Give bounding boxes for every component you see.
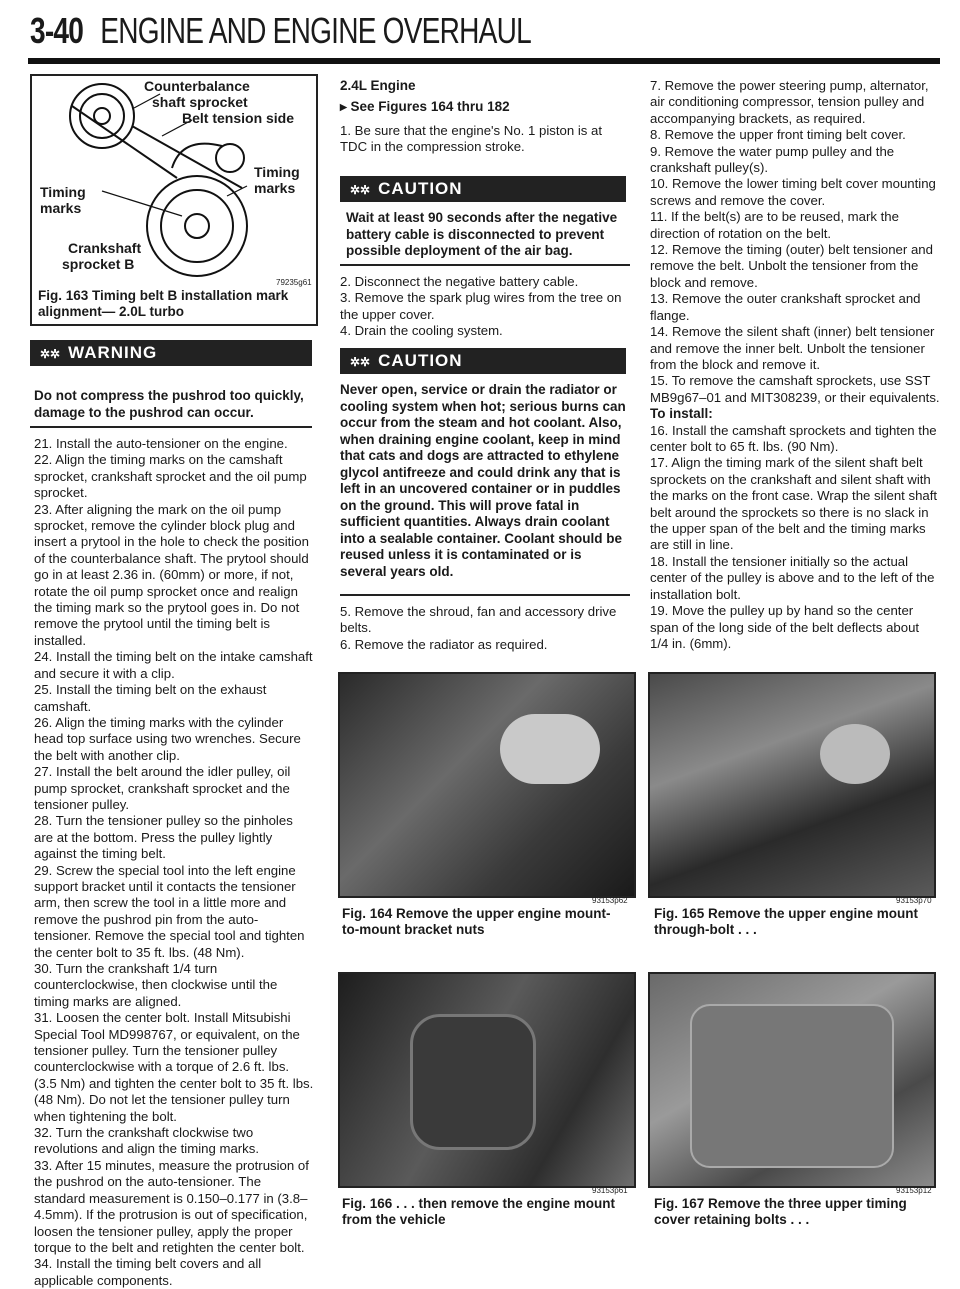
warning-text-line1: Do not compress the pushrod too quickly, <box>34 388 304 403</box>
caution-banner-1 <box>340 176 626 202</box>
chapter-title: ENGINE AND ENGINE OVERHAUL <box>100 10 531 51</box>
warning-banner <box>30 340 312 366</box>
step-2: 2. Disconnect the negative battery cable. <box>340 274 579 289</box>
warning-label: WARNING <box>68 343 158 362</box>
fig166-caption <box>342 1196 632 1228</box>
fig164-caption-line2: to-mount bracket nuts <box>342 922 485 937</box>
label-belt-tension-side: Belt tension side <box>182 110 295 126</box>
caution-rule-1 <box>340 264 630 266</box>
fig164-code: 93153p62 <box>592 896 628 905</box>
step-8: 8. Remove the upper front timing belt cover. <box>650 127 906 143</box>
warning-rule <box>30 426 312 428</box>
step-4: 4. Drain the cooling system. <box>340 323 503 339</box>
step-14: 14. Remove the silent shaft (inner) belt tensioner and remove the inner belt. Unbolt the tensioner from the block and remove it. <box>650 324 935 372</box>
page-number: 3-40 <box>30 10 84 51</box>
label-timing-right: Timing <box>254 164 300 180</box>
label-shaft-sprocket: shaft sprocket <box>152 94 248 110</box>
caution-text-2: Never open, service or drain the radiator or cooling system when hot; serious burns can occur from the steam and hot coolant. Also, when draining engine coolant, keep in mind that cats and dogs are attracted to ethylene glycol antifreeze and could drink any that is left in an uncovered container or in puddles on the ground. This will prove fatal in sufficient quantities. Always drain coolant into a sealable container. Coolant should be reused unless it is contaminated or is several years old. <box>340 382 626 579</box>
fig163-caption-line2: alignment— 2.0L turbo <box>38 304 185 319</box>
step-16: 16. Install the camshaft sprockets and tighten the center bolt to 65 ft. lbs. (90 Nm). <box>650 422 937 455</box>
step-1: 1. Be sure that the engine's No. 1 piston is at TDC in the compression stroke. <box>340 123 603 155</box>
step-3: 3. Remove the spark plug wires from the tree on the upper cover. <box>340 290 622 322</box>
warning-text-line2: damage to the pushrod can occur. <box>34 404 254 420</box>
caution-banner-2 <box>340 348 626 374</box>
step-33: 33. After 15 minutes, measure the protrusion of the pushrod on the auto-tensioner. The standard measurement is 0.150–0.177 in (3.8–4.5mm). If the protrusion is out of specification, loosen the tensioner pulley, apply the proper torque to the belt and retighten the center bolt. <box>34 1157 309 1255</box>
step-11: 11. If the belt(s) are to be reused, mark the direction of rotation on the belt. <box>650 209 899 241</box>
caution-text-1: Wait at least 90 seconds after the negative battery cable is disconnected to prevent possible deployment of the air bag. <box>346 210 618 258</box>
fig163-caption <box>38 288 314 320</box>
timing-cover-image <box>690 1004 894 1168</box>
fig164-caption <box>342 906 632 938</box>
fig167-code: 93153p12 <box>896 1186 932 1195</box>
engine-mount-image <box>410 1014 536 1150</box>
fig166-photo <box>338 972 636 1188</box>
column-2 <box>340 78 630 156</box>
fig165-photo <box>648 672 936 898</box>
fig165-caption-line1: Fig. 165 Remove the upper engine mount <box>654 906 919 921</box>
caution-rule-2 <box>340 594 630 596</box>
see-figures-text: See Figures 164 thru 182 <box>350 98 510 114</box>
label-sprocket-b: sprocket B <box>62 256 135 272</box>
label-crankshaft: Crankshaft <box>68 240 142 256</box>
column-3 <box>650 78 940 652</box>
column-1-steps <box>34 436 314 1289</box>
step-25: 25. Install the timing belt on the exhaust camshaft. <box>34 682 267 714</box>
caution-stars-icon: ✲✲ <box>350 183 371 197</box>
fig167-caption-line2: cover retaining bolts . . . <box>654 1212 810 1227</box>
step-26: 26. Align the timing marks with the cylinder head top surface using two wrenches. Secure the belt with another clip. <box>34 714 301 763</box>
fig167-caption-line1: Fig. 167 Remove the three upper timing <box>654 1196 907 1211</box>
warning-text <box>34 388 314 421</box>
fig165-code: 93153p70 <box>896 896 932 905</box>
fig164-photo <box>338 672 636 898</box>
fig167-caption <box>654 1196 934 1228</box>
step-7: 7. Remove the power steering pump, alternator, air conditioning compressor, tension pulley and accompanying brackets, as required. <box>650 78 929 126</box>
label-marks-right: marks <box>254 180 296 196</box>
fig164-caption-line1: Fig. 164 Remove the upper engine mount- <box>342 906 611 921</box>
section-heading: 2.4L Engine <box>340 78 416 93</box>
fig163-code: 79235g61 <box>276 278 312 287</box>
step-13: 13. Remove the outer crankshaft sprocket and flange. <box>650 291 921 323</box>
caution-stars-icon-2: ✲✲ <box>350 355 371 369</box>
page-header <box>30 10 531 52</box>
steps-2-4 <box>340 274 630 340</box>
step-23: 23. After aligning the mark on the oil pump sprocket, remove the cylinder block plug and insert a prytool in the hole to check the position of the counterbalance shaft. The prytool should go in at least 2.36 in. (60mm) or more, if not, rotate the oil pump sprocket once and realign the timing mark so the prytool goes in. Do not remove the prytool until the timing belt is installed. <box>34 501 309 648</box>
step-30: 30. Turn the crankshaft 1/4 turn counterclockwise, then clockwise until the timing marks are aligned. <box>34 961 278 1009</box>
step-34: 34. Install the timing belt covers and all applicable components. <box>34 1256 262 1288</box>
fig163-box <box>30 74 318 326</box>
step-24: 24. Install the timing belt on the intake camshaft and secure it with a clip. <box>34 649 313 681</box>
to-install-heading: To install: <box>650 406 713 422</box>
fig165-caption-line2: through-bolt . . . <box>654 922 757 937</box>
step-31: 31. Loosen the center bolt. Install Mitsubishi Special Tool MD998767, or equivalent, on the tensioner pulley. Turn the tensioner pulley counterclockwise with a torque of 2.6 ft. lbs. (3.5 Nm) and tighten the center bolt to 35 ft. lbs. (48 Nm). Do not let the tensioner pulley turn when tightening the bolt. <box>34 1010 314 1124</box>
step-5: 5. Remove the shroud, fan and accessory drive belts. <box>340 604 617 636</box>
engine-photo-hand-image <box>500 714 600 784</box>
step-22: 22. Align the timing marks on the camshaft sprocket, crankshaft sprocket and the oil pump sprocket. <box>34 452 307 501</box>
step-27: 27. Install the belt around the idler pulley, oil pump sprocket, crankshaft sprocket and the tensioner pulley. <box>34 764 291 812</box>
step-9: 9. Remove the water pump pulley and the crankshaft pulley(s). <box>650 143 895 176</box>
fig167-photo <box>648 972 936 1188</box>
step-12: 12. Remove the timing (outer) belt tensioner and remove the belt. Unbolt the tensioner from the block and remove. <box>650 242 933 290</box>
mount-photo-cap-image <box>820 724 890 784</box>
step-29: 29. Screw the special tool into the left engine support bracket until it contacts the tensioner arm, then screw the tool in a little more and remove the pushrod pin from the auto-tensioner. Remove the special tool and tighten the center bolt to 35 ft. lbs. (48 Nm). <box>34 862 305 960</box>
step-6: 6. Remove the radiator as required. <box>340 636 548 652</box>
caution-label-2: CAUTION <box>378 351 463 370</box>
step-19: 19. Move the pulley up by hand so the center span of the long side of the belt deflects about 1/4 in. (6mm). <box>650 603 920 651</box>
caution-label-1: CAUTION <box>378 179 463 198</box>
label-marks-left: marks <box>40 200 82 216</box>
fig165-caption <box>654 906 934 938</box>
label-timing-left: Timing <box>40 184 86 200</box>
step-21: 21. Install the auto-tensioner on the engine. <box>34 436 288 451</box>
fig166-code: 93153p61 <box>592 1186 628 1195</box>
label-counterbalance: Counterbalance <box>144 78 250 94</box>
steps-5-6 <box>340 604 630 653</box>
fig166-caption-line1: Fig. 166 . . . then remove the engine mount <box>342 1196 616 1211</box>
step-32: 32. Turn the crankshaft clockwise two revolutions and align the timing marks. <box>34 1125 260 1157</box>
step-17: 17. Align the timing mark of the silent shaft belt sprockets on the crankshaft and silent shaft with the marks on the front case. Wrap the silent shaft belt around the sprockets so there is no slack in the upper span of the belt and the timing marks are still in line. <box>650 455 938 553</box>
step-10: 10. Remove the lower timing belt cover mounting screws and remove the cover. <box>650 176 936 208</box>
step-15: 15. To remove the camshaft sprockets, use SST MB9g67–01 and MIT308239, or their equivalents. <box>650 373 940 405</box>
step-18: 18. Install the tensioner initially so the actual center of the pulley is above and to the left of the installation bolt. <box>650 553 935 602</box>
fig163-caption-line1: Fig. 163 Timing belt B installation mark <box>38 288 289 303</box>
see-figures: ▸ See Figures 164 thru 182 <box>340 98 510 114</box>
header-rule <box>28 58 940 64</box>
warning-stars-icon: ✲✲ <box>40 347 61 361</box>
fig166-caption-line2: from the vehicle <box>342 1212 446 1227</box>
step-28: 28. Turn the tensioner pulley so the pinholes are at the bottom. Press the pulley lightly against the timing belt. <box>34 813 293 862</box>
